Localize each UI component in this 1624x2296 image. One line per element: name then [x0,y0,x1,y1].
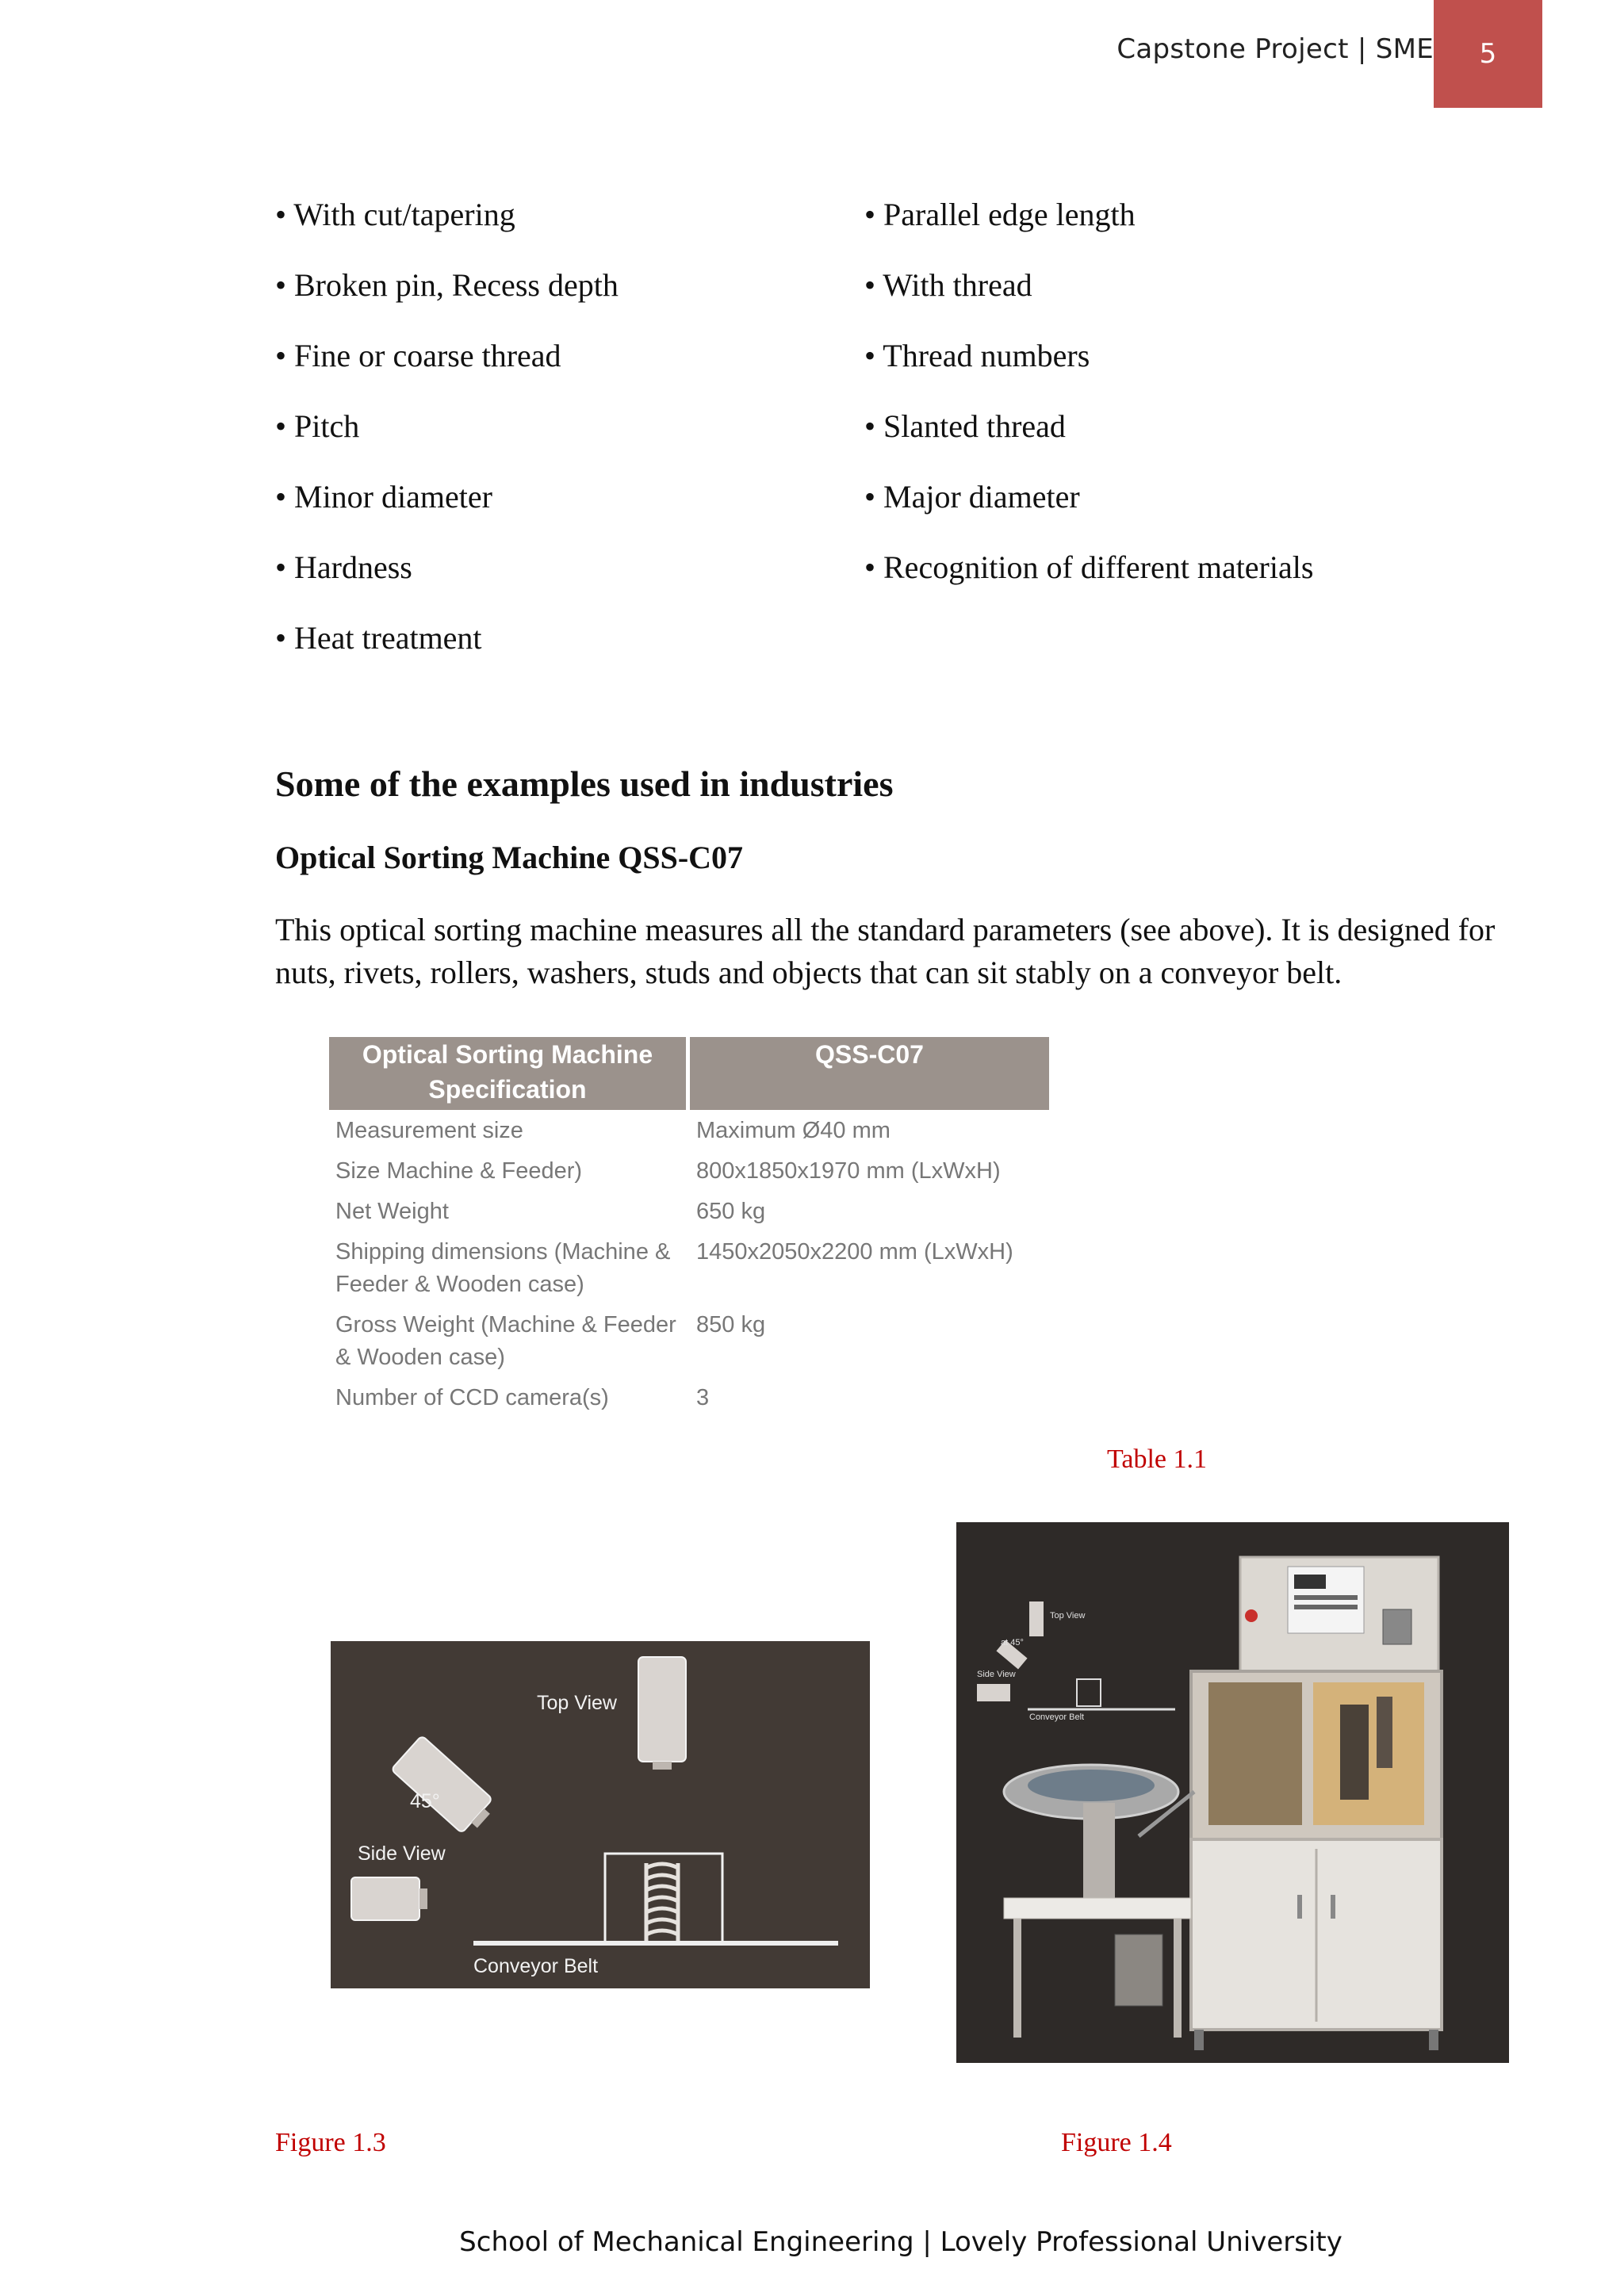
control-panel [1383,1609,1411,1644]
emergency-stop-icon [1245,1609,1258,1622]
inset-conveyor-label: Conveyor Belt [1029,1712,1085,1722]
spec-table [325,1037,1053,1418]
table-cell: 1450x2050x2200 mm (LxWxH) [696,1239,1013,1265]
side-camera-lens-icon [419,1888,427,1909]
inset-side-view-label: Side View [977,1670,1016,1679]
sorting-machine-illustration [956,1522,1509,2063]
figure-1-3-caption: Figure 1.3 [275,2128,386,2157]
list-item: • Recognition of different materials [864,549,1314,585]
list-item: • Slanted thread [864,408,1066,444]
list-item: • With cut/tapering [275,197,515,232]
bullet-list-left [275,179,619,673]
conveyor-belt-icon [473,1941,838,1946]
table-header-row [329,1037,1049,1110]
table-cell: 800x1850x1970 mm (LxWxH) [696,1158,1001,1184]
inset-top-camera-icon [1029,1601,1044,1636]
table-cell: Number of CCD camera(s) [335,1385,609,1410]
figure-1-4-caption: Figure 1.4 [1061,2128,1172,2157]
list-item: • With thread [864,267,1032,303]
inset-side-camera-icon [977,1684,1010,1701]
list-item: • Parallel edge length [864,197,1136,232]
table-caption: Table 1.1 [1107,1445,1208,1474]
section-heading: Some of the examples used in industries [275,763,894,804]
table-cell: 3 [696,1385,710,1410]
list-item: • Pitch [275,408,360,444]
description-paragraph: This optical sorting machine measures all the standard parameters (see above). It is designed for nuts, rivets, rollers, washers, studs and objects that can sit stably on a conveyor belt. [275,912,1496,990]
table-row [329,1304,1049,1377]
inset-angle-label: at 45° [1001,1638,1024,1647]
feeder-table [1004,1898,1191,1919]
list-item: • Thread numbers [864,338,1090,373]
list-item: • Fine or coarse thread [275,338,561,373]
table-row [329,1377,1049,1418]
table-row [329,1110,1049,1150]
list-item: • Minor diameter [275,479,492,515]
top-camera-icon [638,1657,686,1762]
list-item: • Hardness [275,549,412,585]
angled-camera-icon [391,1735,498,1839]
machine-photo-figure [956,1522,1509,2063]
top-view-label: Top View [537,1692,617,1714]
table-row [329,1150,1049,1191]
table-header-cell: QSS-C07 [690,1037,1049,1110]
table-cell: Shipping dimensions (Machine & Feeder & Wooden case) [335,1239,671,1297]
spring-part-icon [646,1863,678,1942]
bullet-list-right [864,179,1313,603]
list-item: • Major diameter [864,479,1080,515]
side-view-label: Side View [358,1843,446,1865]
list-item: • Heat treatment [275,620,482,656]
page-footer: School of Mechanical Engineering | Lovely Professional University [459,2226,1342,2258]
table-cell: Size Machine & Feeder) [335,1158,583,1184]
list-item: • Broken pin, Recess depth [275,267,619,303]
feeder-controller [1115,1934,1162,2006]
header-title: Capstone Project | SME [1116,33,1434,65]
page-number-badge [1434,0,1542,108]
table-cell: 650 kg [696,1199,766,1224]
side-camera-icon [351,1877,419,1920]
table-row [329,1231,1049,1304]
conveyor-belt-label: Conveyor Belt [473,1955,599,1977]
machine-subheading: Optical Sorting Machine QSS-C07 [275,840,744,875]
page-number: 5 [1479,38,1497,70]
table-header-cell: Optical Sorting Machine Specification [329,1037,686,1110]
table-cell: Maximum Ø40 mm [696,1118,891,1143]
camera-layout-figure [331,1641,870,1988]
table-row [329,1191,1049,1231]
table-cell: Net Weight [335,1199,449,1224]
inset-top-view-label: Top View [1050,1611,1086,1621]
angle-label: 45° [410,1790,440,1812]
table-cell: 850 kg [696,1312,766,1337]
table-cell: Measurement size [335,1118,523,1143]
top-camera-lens-icon [653,1762,672,1770]
table-cell: Gross Weight (Machine & Feeder & Wooden case) [335,1312,676,1370]
